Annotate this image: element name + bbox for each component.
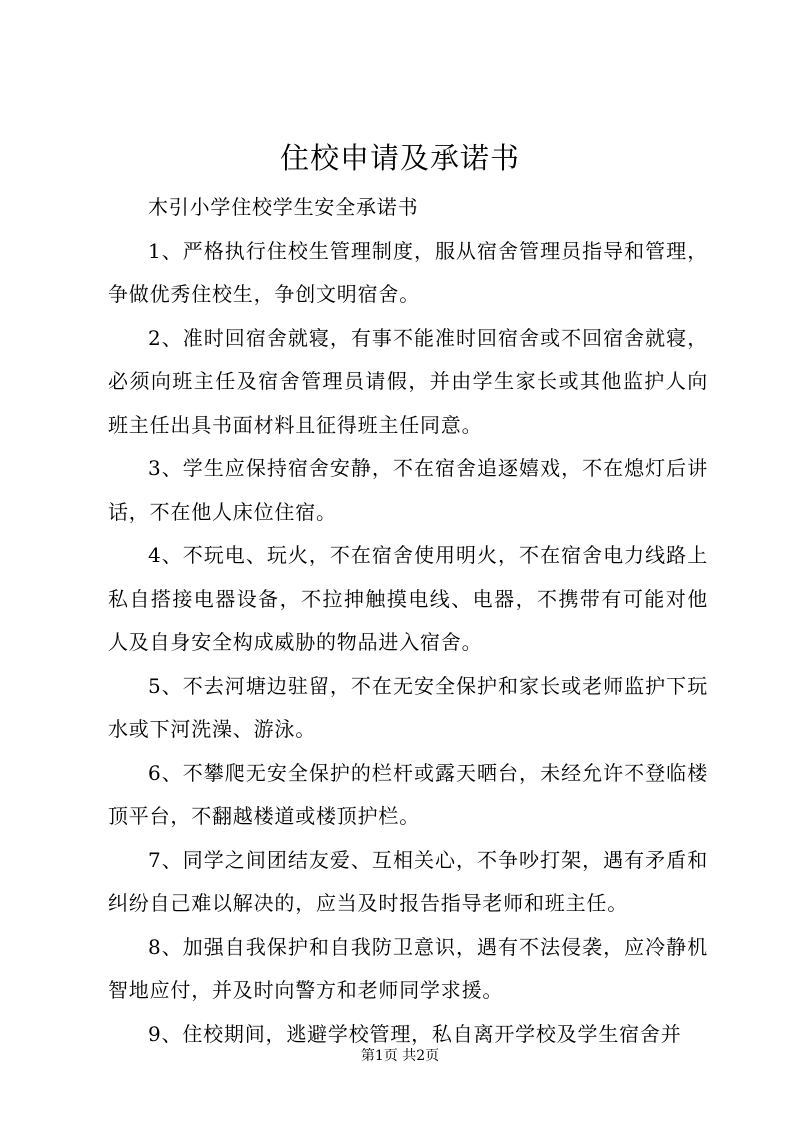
paragraph-6: 6、不攀爬无安全保护的栏杆或露天晒台，未经允许不登临楼顶平台，不翻越楼道或楼顶护栏。 xyxy=(108,760,708,828)
paragraph-1: 1、严格执行住校生管理制度，服从宿舍管理员指导和管理，争做优秀住校生，争创文明宿舍。 xyxy=(108,238,708,306)
paragraph-7: 7、同学之间团结友爱、互相关心，不争吵打架，遇有矛盾和纠纷自己难以解决的，应当及时报告指导老师和班主任。 xyxy=(108,847,708,915)
paragraph-9: 9、住校期间，逃避学校管理，私自离开学校及学生宿舍并 xyxy=(148,1021,682,1046)
paragraph-8: 8、加强自我保护和自我防卫意识，遇有不法侵袭，应冷静机智地应付，并及时向警方和老师同学求援。 xyxy=(108,934,708,1002)
paragraph-5: 5、不去河塘边驻留，不在无安全保护和家长或老师监护下玩水或下河洗澡、游泳。 xyxy=(108,673,708,741)
paragraph-4: 4、不玩电、玩火，不在宿舍使用明火，不在宿舍电力线路上私自搭接电器设备，不拉抻触摸电线、电器，不携带有可能对他人及自身安全构成威胁的物品进入宿舍。 xyxy=(108,543,708,654)
paragraph-2: 2、准时回宿舍就寝，有事不能准时回宿舍或不回宿舍就寝，必须向班主任及宿舍管理员请假，并由学生家长或其他监护人向班主任出具书面材料且征得班主任同意。 xyxy=(108,325,708,437)
document-title: 住校申请及承诺书 xyxy=(279,141,520,175)
page-footer: 第1页 共2页 xyxy=(360,1048,440,1064)
document-subtitle: 木引小学住校学生安全承诺书 xyxy=(148,195,419,219)
paragraph-3: 3、学生应保持宿舍安静，不在宿舍追逐嬉戏，不在熄灯后讲话，不在他人床位住宿。 xyxy=(108,456,708,524)
document-body xyxy=(108,186,708,1056)
